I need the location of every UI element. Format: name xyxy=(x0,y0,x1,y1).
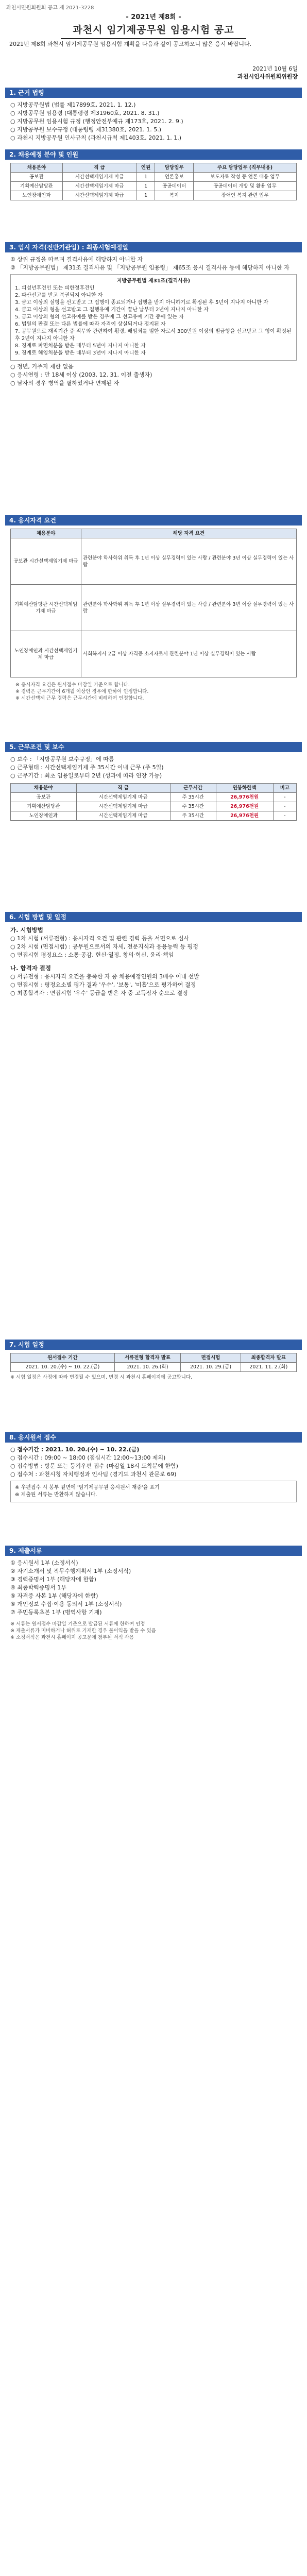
document-item: ⑥ 개인정보 수집·이용 동의서 1부 (소정서식) xyxy=(10,1601,122,1607)
date-line: 2021년 10월 6일 xyxy=(252,65,298,72)
application-line: ○ 접수기간 : 2021. 10. 20.(수) ~ 10. 22.(금) xyxy=(10,1446,140,1453)
table-cell: 복지 xyxy=(155,191,194,200)
table-cell: 시간선택제임기제 마급 xyxy=(62,182,137,191)
note-line: ※ 경력은 근무기간이 6개월 이상인 경우에 한하여 인정합니다. xyxy=(15,689,149,694)
table-row xyxy=(11,173,297,182)
box-item: 1. 피성년후견인 또는 피한정후견인 xyxy=(15,285,95,291)
table-cell: 시간선택제임기제 마급 xyxy=(76,802,170,811)
intro-text: 2021년 제8회 과천시 임기제공무원 임용시험 계획을 다음과 같이 공고하오니 많은 응시 바랍니다. xyxy=(9,41,252,47)
section-1-body xyxy=(5,101,302,142)
section-5-header: 5. 근무조건 및 보수 xyxy=(5,742,302,752)
section-8-body xyxy=(5,1446,302,1504)
section-7-header: 7. 시험 일정 xyxy=(5,1340,302,1350)
note-line: ※ 서류는 원서접수 마감일 기준으로 발급된 서류에 한하여 인정 xyxy=(10,1621,145,1627)
law-item: ○ 지방공무원법 (법률 제17899호, 2021. 1. 12.) xyxy=(10,101,136,108)
requirements-table xyxy=(10,529,297,677)
title-sub: - 2021년 제8회 - xyxy=(126,13,181,21)
qualification-line: ② 「지방공무원법」 제31조 결격사유 및 「지방공무원 임용령」 제65조 응시 결격사유 등에 해당하지 아니한 자 xyxy=(10,264,289,271)
table-row xyxy=(11,811,297,821)
box-title: 지방공무원법 제31조(결격사유) xyxy=(116,278,191,284)
section-5-body xyxy=(5,755,302,821)
table-header: 담당업무 xyxy=(155,163,194,173)
method-line: ○ 1차 시험 (서류전형) : 응시자격 요건 및 관련 경력 등을 서면으로 심사 xyxy=(10,935,190,942)
table-cell: 관련분야 학사학위 취득 후 1년 이상 실무경력이 있는 사람 / 관련분야 3년 이상 실무경력이 있는 사람 xyxy=(81,538,297,585)
box-item: 5. 금고 이상의 형의 선고유예를 받은 경우에 그 선고유예 기간 중에 있는 자 xyxy=(15,314,184,320)
table-row xyxy=(11,191,297,200)
table-cell: 26,976천원 xyxy=(216,793,273,802)
section-4-header: 4. 응시자격 요건 xyxy=(5,515,302,526)
table-row xyxy=(11,802,297,811)
table-header: 인원 xyxy=(137,163,155,173)
table-header: 최종합격자 발표 xyxy=(241,1353,296,1363)
document-item: ② 자기소개서 및 직무수행계획서 1부 (소정서식) xyxy=(10,1568,131,1574)
table-row xyxy=(11,538,297,585)
table-cell: 관련분야 학사학위 취득 후 1년 이상 실무경력이 있는 사람 / 관련분야 3년 이상 실무경력이 있는 사람 xyxy=(81,585,297,631)
box-item: 6. 법원의 판결 또는 다른 법률에 따라 자격이 상실되거나 정지된 자 xyxy=(15,321,166,327)
section-6-body xyxy=(5,925,302,997)
method-line: ○ 2차 시험 (면접시험) : 공무원으로서의 자세, 전문지식과 응용능력 등 평정 xyxy=(10,943,198,950)
box-item: 8. 징계로 파면처분을 받은 때부터 5년이 지나지 아니한 자 xyxy=(15,343,146,349)
table-cell: 주 35시간 xyxy=(170,793,216,802)
section-number: 1 xyxy=(9,89,14,96)
section-title: 임시 자격(전반기관입) : 최종시험예정일 xyxy=(18,244,128,251)
box-item: 3. 금고 이상의 실형을 선고받고 그 집행이 종료되거나 집행을 받지 아니하기로 확정된 후 5년이 지나지 아니한 자 xyxy=(15,300,268,306)
box-item: 7. 공무원으로 재직기간 중 직무와 관련하여 횡령, 배임죄를 범한 자로서 300만원 이상의 벌금형을 선고받고 그 형이 확정된 후 2년이 지나지 아니한 자 xyxy=(15,329,292,342)
law-item: ○ 지방공무원 보수규정 (대통령령 제31380호, 2021. 1. 5.) xyxy=(10,126,162,133)
section-number: 5 xyxy=(9,743,14,751)
table-cell: 기획예산담당관 xyxy=(11,182,63,191)
section-number: 2 xyxy=(9,151,14,158)
title-main: 과천시 임기제공무원 임용시험 공고 xyxy=(73,24,234,36)
box-item: 9. 징계로 해임처분을 받은 때부터 3년이 지나지 아니한 자 xyxy=(15,350,146,356)
document-item: ③ 경력증명서 1부 (해당자에 한함) xyxy=(10,1576,96,1583)
positions-table xyxy=(10,163,297,200)
table-header: 해당 자격 요건 xyxy=(81,529,297,538)
table-row xyxy=(11,631,297,677)
box-item: ※ 제출된 서류는 반환하지 않습니다. xyxy=(15,1492,97,1498)
schedule-table xyxy=(10,1353,297,1372)
section-number: 6 xyxy=(9,913,14,921)
section-3-body xyxy=(5,256,302,387)
law-item: ○ 지방공무원 임용시험 규정 (행정안전부예규 제173호, 2021. 2. 9.) xyxy=(10,118,183,125)
section-title: 근거 법령 xyxy=(18,89,44,96)
table-cell: 보도자료 작성 등 언론 대응 업무 xyxy=(194,173,297,182)
disqualification-box xyxy=(10,274,297,361)
note-line: ※ 시험 일정은 사정에 따라 변경될 수 있으며, 변경 시 과천시 홈페이지에 공고합니다. xyxy=(10,1375,193,1380)
table-cell: 주 35시간 xyxy=(170,802,216,811)
method-line: ○ 최종합격자 : 면접시험 '우수' 등급을 받은 자 중 고득점자 순으로 결정 xyxy=(10,990,188,996)
table-row xyxy=(11,182,297,191)
section-number: 8 xyxy=(9,1434,14,1441)
table-cell: 2021. 10. 26.(화) xyxy=(114,1363,181,1372)
section-number: 3 xyxy=(9,244,14,251)
table-cell: - xyxy=(273,811,296,821)
table-cell: 기획예산담당관 xyxy=(11,802,77,811)
note-line: ※ 시간선택제 근무 경력은 근무시간에 비례하여 인정합니다. xyxy=(15,696,144,701)
application-line: ○ 접수시간 : 09:00 ~ 18:00 (점심시간 12:00~13:00 제외) xyxy=(10,1454,166,1461)
section-3-header: 3. 임시 자격(전반기관입) : 최종시험예정일 xyxy=(5,242,302,252)
page-title xyxy=(0,11,307,39)
section-title: 채용예정 분야 및 인원 xyxy=(18,151,78,158)
application-line: ○ 접수처 : 과천시청 자치행정과 인사팀 (경기도 과천시 관문로 69) xyxy=(10,1471,177,1478)
table-cell: 사회복지사 2급 이상 자격증 소지자로서 관련분야 1년 이상 실무경력이 있는 사람 xyxy=(81,631,297,677)
table-header: 채용분야 xyxy=(11,163,63,173)
section-9-body xyxy=(5,1559,302,1641)
document-item: ⑤ 자격증 사본 1부 (해당자에 한함) xyxy=(10,1592,98,1599)
document-item: ① 응시원서 1부 (소정서식) xyxy=(10,1560,78,1566)
table-cell: 기획예산담당관 시간선택제임기제 마급 xyxy=(11,585,81,631)
table-cell: 시간선택제임기제 마급 xyxy=(62,191,137,200)
section-number: 7 xyxy=(9,1341,14,1348)
table-cell: 노인장애인과 xyxy=(11,191,63,200)
table-row xyxy=(11,1363,297,1372)
table-cell: 2021. 10. 29.(금) xyxy=(181,1363,241,1372)
table-cell: 장애인 복지 관련 업무 xyxy=(194,191,297,200)
announcement-number: 과천시민원회원회 공고 제 2021-3228 xyxy=(6,5,94,11)
application-notice-box xyxy=(10,1481,297,1502)
table-header: 비고 xyxy=(273,784,296,793)
table-cell: 공보관 xyxy=(11,173,63,182)
method-line: ○ 서류전형 : 응시자격 요건을 충족한 자 중 채용예정인원의 3배수 이내 선발 xyxy=(10,973,199,980)
table-cell: 2021. 11. 2.(화) xyxy=(241,1363,296,1372)
section-title: 제출서류 xyxy=(18,1547,42,1554)
title-rule xyxy=(61,38,246,39)
table-header: 주요 담당업무 (직무내용) xyxy=(194,163,297,173)
condition-line: ○ 근무형태 : 시간선택제임기제 주 35시간 이내 근무 (주 5일) xyxy=(10,764,164,771)
table-header: 채용분야 xyxy=(11,529,81,538)
section-title: 응시원서 접수 xyxy=(18,1434,56,1441)
table-header: 직 급 xyxy=(62,163,137,173)
table-cell: 공공데이터 개방 및 활용 업무 xyxy=(194,182,297,191)
date-block xyxy=(237,65,298,80)
section-6-header: 6. 시험 방법 및 일정 xyxy=(5,912,302,922)
box-item: 2. 파산선고를 받고 복권되지 아니한 자 xyxy=(15,293,103,298)
section-title: 응시자격 요건 xyxy=(18,517,56,524)
table-cell: 주 35시간 xyxy=(170,811,216,821)
qualification-tail: ○ 응시연령 : 만 18세 이상 (2003. 12. 31. 이전 출생자) xyxy=(10,371,152,378)
table-cell: 공보관 시간선택제임기제 마급 xyxy=(11,538,81,585)
table-header: 원서접수 기간 xyxy=(11,1353,115,1363)
table-cell: 1 xyxy=(137,173,155,182)
table-cell: 노인장애인과 xyxy=(11,811,77,821)
subheading: 나. 합격자 결정 xyxy=(10,964,52,972)
section-8-header: 8. 응시원서 접수 xyxy=(5,1432,302,1443)
salary-table xyxy=(10,783,297,821)
condition-line: ○ 근무기간 : 최초 임용일로부터 2년 (성과에 따라 연장 가능) xyxy=(10,772,162,779)
note-line: ※ 제출서류가 미비하거나 허위로 기재한 경우 불이익을 받을 수 있음 xyxy=(10,1628,156,1634)
table-header: 근무시간 xyxy=(170,784,216,793)
table-header: 직 급 xyxy=(76,784,170,793)
law-item: ○ 지방공무원 임용령 (대통령령 제31960호, 2021. 8. 31.) xyxy=(10,110,160,116)
document-item: ④ 최종학력증명서 1부 xyxy=(10,1584,66,1591)
table-cell: 공공데이터 xyxy=(155,182,194,191)
section-7-body xyxy=(5,1353,302,1383)
table-header: 서류전형 합격자 발표 xyxy=(114,1353,181,1363)
section-title: 근무조건 및 보수 xyxy=(18,743,64,751)
section-title: 시험 일정 xyxy=(18,1341,44,1348)
qualification-tail: ○ 정년, 거주지 제한 없음 xyxy=(10,363,74,370)
table-header: 채용분야 xyxy=(11,784,77,793)
section-2-header: 2. 채용예정 분야 및 인원 xyxy=(5,149,302,160)
table-cell: 언론홍보 xyxy=(155,173,194,182)
table-header: 면접시험 xyxy=(181,1353,241,1363)
condition-line: ○ 보수 : 「지방공무원 보수규정」에 따름 xyxy=(10,756,114,762)
table-cell: 2021. 10. 20.(수) ~ 10. 22.(금) xyxy=(11,1363,115,1372)
section-1-header: 1. 근거 법령 xyxy=(5,88,302,98)
table-cell: 1 xyxy=(137,182,155,191)
section-9-header: 9. 제출서류 xyxy=(5,1546,302,1556)
method-line: ○ 면접시험 평정요소 : 소통·공감, 헌신·열정, 창의·혁신, 윤리·책임 xyxy=(10,952,174,958)
document-item: ⑦ 주민등록초본 1부 (병역사항 기재) xyxy=(10,1609,102,1616)
table-cell: 26,976천원 xyxy=(216,802,273,811)
box-item: ※ 우편접수 시 봉투 겉면에 '임기제공무원 응시원서 재중'을 표기 xyxy=(15,1485,160,1490)
table-cell: 노인장애인과 시간선택제임기제 마급 xyxy=(11,631,81,677)
table-row xyxy=(11,793,297,802)
subheading: 가. 시험방법 xyxy=(10,926,43,934)
table-cell: 시간선택제임기제 마급 xyxy=(62,173,137,182)
section-4-body xyxy=(5,529,302,702)
section-title: 시험 방법 및 일정 xyxy=(18,913,66,921)
table-header: 연봉하한액 xyxy=(216,784,273,793)
qualification-tail: ○ 남자의 경우 병역을 필하였거나 면제된 자 xyxy=(10,380,120,386)
law-item: ○ 과천시 지방공무원 인사규칙 (과천시규칙 제1403호, 2021. 1. 1.) xyxy=(10,134,182,141)
section-2-body xyxy=(5,163,302,200)
section-number: 4 xyxy=(9,517,14,524)
table-cell: 공보관 xyxy=(11,793,77,802)
qualification-line: ① 상위 규정을 따르며 결격사유에 해당하지 아니한 자 xyxy=(10,256,143,263)
table-cell: - xyxy=(273,802,296,811)
table-cell: - xyxy=(273,793,296,802)
application-line: ○ 접수방법 : 방문 또는 등기우편 접수 (마감일 18시 도착분에 한함) xyxy=(10,1463,178,1469)
table-cell: 26,976천원 xyxy=(216,811,273,821)
section-number: 9 xyxy=(9,1547,14,1554)
table-cell: 시간선택제임기제 마급 xyxy=(76,811,170,821)
note-line: ※ 소정서식은 과천시 홈페이지 공고문에 첨부된 서식 사용 xyxy=(10,1635,134,1640)
table-row xyxy=(11,585,297,631)
issuer: 과천시인사위원회위원장 xyxy=(237,73,298,80)
note-line: ※ 응시자격 요건은 원서접수 마감일 기준으로 합니다. xyxy=(15,682,130,688)
table-cell: 시간선택제임기제 마급 xyxy=(76,793,170,802)
table-cell: 1 xyxy=(137,191,155,200)
box-item: 4. 금고 이상의 형을 선고받고 그 집행유예 기간이 끝난 날부터 2년이 지나지 아니한 자 xyxy=(15,307,209,313)
method-line: ○ 면접시험 : 평정요소별 평가 결과 '우수', '보통', '미흡'으로 평가하여 결정 xyxy=(10,981,196,988)
